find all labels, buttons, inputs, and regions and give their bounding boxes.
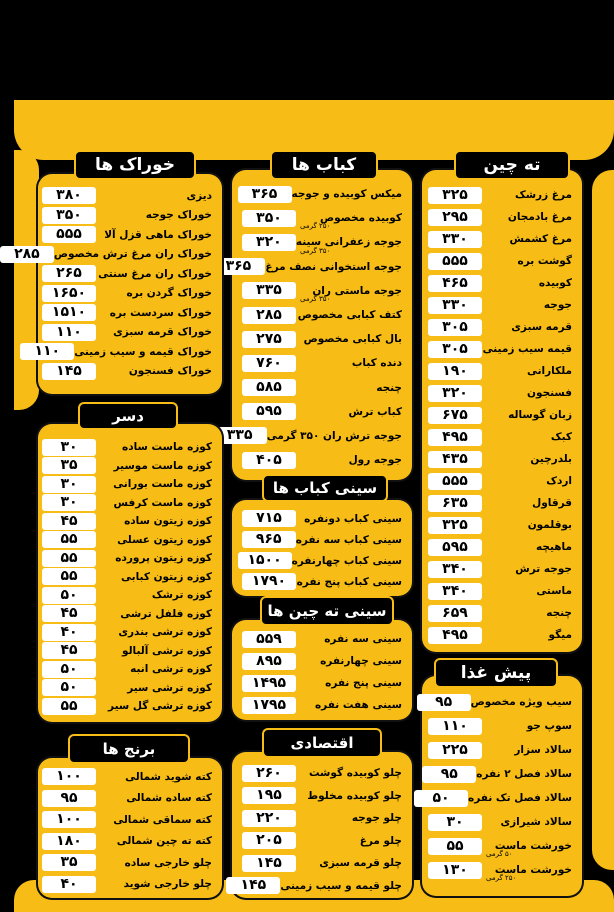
menu-item-name: کته ساده شمالی	[126, 792, 212, 805]
menu-item-price: ۲۹۵	[428, 209, 482, 226]
menu-item	[242, 830, 408, 853]
menu-item	[42, 831, 218, 853]
menu-item-price: ۱۵۱۰	[42, 304, 96, 321]
menu-item-price: ۳۵۰	[42, 207, 96, 224]
sini-kabab-list	[242, 508, 408, 592]
menu-item	[242, 303, 408, 327]
menu-item	[428, 762, 578, 786]
menu-item-name: جوجه ترش	[515, 563, 572, 575]
menu-item-name: سینی کباب سه نفره	[295, 533, 402, 546]
menu-item-name: چلو جوجه	[351, 812, 402, 825]
menu-item-name: چلو کوبیده گوشت	[308, 767, 402, 780]
berenj-list	[42, 766, 218, 895]
menu-item-price: ۷۱۵	[242, 510, 296, 527]
menu-item-name: سوپ جو	[526, 720, 572, 732]
menu-item-name: ملکارانی	[526, 365, 572, 377]
menu-item-price: ۲۸۵	[242, 307, 296, 324]
menu-item-name: بوقلمون	[527, 519, 572, 531]
menu-item-weight-note: ۲۵۰ گرمی	[300, 222, 331, 231]
menu-item-price: ۴۵	[42, 642, 96, 659]
menu-item-price: ۱۱۰	[20, 343, 74, 360]
menu-item-name: جوجه زعفرانی سینه	[295, 236, 402, 249]
menu-item-name: سالاد فصل تک نفره	[468, 792, 572, 804]
menu-item-price: ۵۵۵	[428, 473, 482, 490]
menu-item	[428, 738, 578, 762]
kabab-list	[225, 182, 408, 472]
menu-item	[428, 558, 578, 580]
menu-item-price: ۹۵	[42, 790, 96, 807]
menu-item-price: ۳۵	[42, 854, 96, 871]
sini-tachin-panel	[232, 620, 412, 720]
menu-item	[242, 351, 408, 375]
menu-item-price: ۱۹۵	[242, 787, 296, 804]
menu-item-price: ۵۰	[414, 790, 468, 807]
menu-item-price: ۴۰	[42, 624, 96, 641]
menu-item-price: ۵۵۵	[428, 253, 482, 270]
menu-item-name: کوبیده مخصوص	[320, 212, 402, 225]
menu-item-price: ۳۸۰	[42, 187, 96, 204]
menu-item	[428, 382, 578, 404]
menu-item-name: جوجه رول	[348, 454, 402, 467]
menu-item-name: کباب ترش	[348, 405, 402, 418]
menu-item-price: ۱۵۰۰	[238, 552, 292, 569]
menu-item-name: چنجه	[546, 607, 572, 619]
menu-item-price: ۱۰۰	[42, 768, 96, 785]
menu-item	[428, 338, 578, 360]
menu-item-price: ۶۳۵	[428, 495, 482, 512]
menu-item-price: ۲۶۰	[242, 765, 296, 782]
deser-panel	[38, 424, 222, 722]
menu-item-price: ۲۲۰	[242, 810, 296, 827]
menu-item-price: ۹۵	[417, 694, 471, 711]
sini-kabab-panel	[232, 500, 412, 596]
menu-item-price: ۳۳۰	[428, 297, 482, 314]
menu-item-name: کوزه فلفل ترشی	[120, 607, 212, 620]
menu-item-name: اردک	[546, 475, 572, 487]
menu-item-price: ۳۶۵	[211, 258, 265, 275]
menu-item-price: ۵۵	[42, 550, 96, 567]
menu-item	[42, 623, 218, 642]
menu-item-price: ۹۶۵	[242, 531, 296, 548]
menu-item	[242, 182, 408, 206]
menu-item-name: کوزه ترشی سیر	[127, 681, 212, 694]
menu-item	[428, 316, 578, 338]
menu-item	[428, 250, 578, 272]
menu-item-name: کوزه ترشک	[151, 589, 212, 602]
tachin-header: ته چین	[454, 150, 570, 180]
menu-item	[242, 628, 408, 650]
menu-item	[34, 342, 218, 362]
sini-tachin-header: سینی ته چین ها	[260, 596, 394, 626]
background-splash-left	[14, 150, 39, 410]
menu-item-name: کته شوید شمالی	[125, 770, 212, 783]
menu-item	[242, 694, 408, 716]
menu-item-name: خوراک قیمه و سیب زمینی	[74, 345, 212, 358]
menu-item-name: گوشت بره	[517, 255, 572, 267]
menu-item-price: ۵۵	[428, 838, 482, 855]
deser-list	[42, 438, 218, 716]
menu-item-price: ۳۳۰	[428, 231, 482, 248]
menu-item	[428, 514, 578, 536]
menu-item	[242, 875, 408, 898]
menu-item	[242, 230, 408, 254]
menu-item-weight-note: ۲۵۰ گرمی	[486, 874, 517, 882]
khorak-list	[14, 186, 218, 381]
menu-item	[42, 186, 218, 206]
menu-item-price: ۱۷۹۵	[242, 697, 296, 714]
menu-item-price: ۵۵	[42, 531, 96, 548]
menu-item-name: خوراک ران مرغ ترش مخصوص	[53, 248, 212, 261]
menu-item-price: ۲۸۵	[0, 246, 54, 263]
background-splash-right	[592, 170, 614, 870]
pish-ghaza-list	[428, 690, 578, 882]
menu-item	[428, 228, 578, 250]
kabab-panel	[225, 170, 412, 480]
menu-item	[42, 679, 218, 698]
menu-item	[42, 852, 218, 874]
menu-item	[42, 642, 218, 661]
menu-item	[42, 264, 218, 284]
menu-item-price: ۴۹۵	[428, 627, 482, 644]
menu-item	[242, 785, 408, 808]
menu-item-price: ۹۵	[422, 766, 476, 783]
menu-item	[226, 424, 408, 448]
menu-item	[42, 457, 218, 476]
sini-kabab-header: سینی کباب ها	[262, 474, 388, 502]
menu-item-name: چلو کوبیده مخلوط	[307, 789, 402, 802]
menu-item	[242, 571, 408, 592]
tachin-panel	[422, 170, 582, 652]
menu-item	[242, 279, 408, 303]
menu-item	[428, 470, 578, 492]
menu-item	[428, 426, 578, 448]
menu-item-price: ۳۳۵	[213, 427, 267, 444]
menu-item	[428, 624, 578, 646]
menu-item-price: ۳۰	[42, 439, 96, 456]
menu-item-weight-note: ۵۰ گرمی	[486, 850, 513, 858]
menu-item-price: ۱۰۰	[42, 811, 96, 828]
menu-item-name: قرقاول	[532, 497, 572, 509]
menu-item	[428, 448, 578, 470]
eghtesadi-header: اقتصادی	[262, 728, 382, 758]
menu-item-name: زبان گوساله	[508, 409, 572, 421]
menu-item-name: مرغ کشمش	[509, 233, 572, 245]
menu-item-name: کوزه زیتون پرورده	[115, 552, 212, 565]
menu-item-name: دیزی	[186, 189, 212, 202]
menu-item-name: کوزه ترشی گل سیر	[108, 700, 212, 713]
menu-item-price: ۱۸۰	[42, 833, 96, 850]
menu-item	[42, 323, 218, 343]
berenj-panel	[38, 758, 222, 898]
menu-item-price: ۵۸۵	[242, 379, 296, 396]
menu-item-price: ۶۷۵	[428, 407, 482, 424]
menu-item	[42, 206, 218, 226]
menu-item-name: جوجه ماستی ران	[312, 284, 402, 297]
menu-item-price: ۴۶۵	[428, 275, 482, 292]
menu-item-name: کوزه ماست موسیر	[113, 459, 212, 472]
menu-item-name: چلو خارجی ساده	[124, 856, 212, 869]
menu-item-name: کوزه زیتون ساده	[124, 515, 212, 528]
menu-item-name: کته سماقی شمالی	[113, 813, 212, 826]
menu-item-name: کوزه ماست ساده	[122, 441, 212, 454]
menu-item-name: چلو خارجی شوید	[123, 878, 212, 891]
menu-item-name: ماستی	[536, 585, 572, 597]
menu-item	[242, 448, 408, 472]
menu-item	[428, 810, 578, 834]
menu-item	[242, 852, 408, 875]
menu-item	[428, 536, 578, 558]
menu-item-price: ۱۱۰	[428, 718, 482, 735]
menu-item-name: جوجه ترش ران ۳۵۰ گرمی	[266, 429, 402, 442]
menu-item-name: کوزه ترشی آلبالو	[122, 644, 212, 657]
menu-item	[242, 529, 408, 550]
menu-item-price: ۱۳۰	[428, 862, 482, 879]
menu-item	[42, 809, 218, 831]
menu-item-price: ۱۴۵	[242, 855, 296, 872]
menu-item-name: سیب ویژه مخصوص	[470, 696, 572, 708]
menu-item-name: خوراک جوجه	[145, 209, 212, 222]
menu-item-price: ۳۴۰	[428, 583, 482, 600]
menu-item	[428, 786, 578, 810]
menu-item-price: ۳۲۰	[428, 385, 482, 402]
menu-item-name: کوزه ترشی بندری	[118, 626, 212, 639]
menu-item-name: خورشت ماست	[494, 864, 572, 876]
menu-item-price: ۵۵	[42, 698, 96, 715]
menu-item-price: ۲۷۵	[242, 331, 296, 348]
menu-item	[428, 404, 578, 426]
menu-item-name: سینی کباب دونفره	[304, 512, 402, 525]
menu-item	[428, 294, 578, 316]
menu-item-name: کته ته چین شمالی	[116, 835, 212, 848]
menu-item-name: دنده کباب	[351, 357, 402, 370]
menu-item	[42, 303, 218, 323]
menu-item	[242, 376, 408, 400]
menu-item-price: ۳۰۵	[428, 341, 482, 358]
menu-item-name: خوراک گردن بره	[126, 287, 212, 300]
menu-item-name: خوراک قرمه سبزی	[113, 326, 212, 339]
menu-item-name: سینی کباب چهارنفره	[291, 554, 402, 567]
menu-item	[242, 762, 408, 785]
khorak-panel	[14, 174, 222, 394]
menu-item-price: ۳۵۰	[242, 210, 296, 227]
menu-item	[242, 508, 408, 529]
menu-item-name: چنجه	[376, 381, 402, 394]
menu-item	[428, 858, 578, 882]
menu-item-name: کوزه زیتون کبابی	[121, 570, 212, 583]
eghtesadi-list	[242, 762, 408, 897]
menu-item-name: کوبیده	[538, 277, 572, 289]
pish-ghaza-header: پیش غذا	[434, 658, 558, 688]
menu-item-price: ۵۵	[42, 568, 96, 585]
menu-item-weight-note: ۳۵۰ گرمی	[300, 246, 331, 255]
menu-item-price: ۴۵	[42, 513, 96, 530]
menu-item-price: ۳۰۵	[428, 319, 482, 336]
menu-item	[42, 766, 218, 788]
menu-item-price: ۳۰	[428, 814, 482, 831]
menu-item-name: سینی پنج نفره	[325, 677, 402, 689]
menu-item-name: قیمه سیب زمینی	[482, 343, 572, 355]
menu-item-name: کوزه زیتون عسلی	[117, 533, 212, 546]
menu-item-name: مرغ بادمجان	[507, 211, 572, 223]
menu-item-name: ماهیچه	[536, 541, 572, 553]
kabab-header: کباب ها	[270, 150, 378, 180]
menu-item	[428, 206, 578, 228]
menu-item-price: ۳۲۵	[428, 517, 482, 534]
menu-item-price: ۱۱۰	[42, 324, 96, 341]
menu-item-name: کوزه ماست کرفس	[113, 496, 212, 509]
menu-item-price: ۴۹۵	[428, 429, 482, 446]
menu-item-name: سینی سه نفره	[324, 633, 402, 645]
menu-item	[242, 400, 408, 424]
menu-item	[428, 492, 578, 514]
menu-item-name: کبک	[550, 431, 572, 443]
menu-item-price: ۱۷۹۰	[242, 573, 296, 590]
menu-item	[42, 225, 218, 245]
menu-item-price: ۱۴۵	[226, 877, 280, 894]
menu-item-name: خوراک فسنجون	[128, 365, 212, 378]
tachin-list	[428, 184, 578, 646]
menu-item-price: ۵۰	[42, 679, 96, 696]
menu-item	[242, 650, 408, 672]
menu-item-name: کوزه ماست بورانی	[113, 478, 212, 491]
menu-item-name: چلو قیمه و سیب زمینی	[280, 879, 402, 892]
menu-item-name: فسنجون	[527, 387, 572, 399]
menu-item	[42, 549, 218, 568]
menu-item-price: ۱۴۹۵	[242, 675, 296, 692]
menu-item	[242, 327, 408, 351]
menu-item-price: ۵۵۹	[242, 631, 296, 648]
menu-item-price: ۳۰	[42, 476, 96, 493]
menu-item-price: ۴۳۵	[428, 451, 482, 468]
menu-item	[242, 807, 408, 830]
menu-item-price: ۵۹۵	[242, 403, 296, 420]
menu-item-price: ۳۲۰	[242, 234, 296, 251]
menu-item	[42, 586, 218, 605]
menu-item-name: جوجه	[543, 299, 572, 311]
menu-item-price: ۸۹۵	[242, 653, 296, 670]
menu-item	[42, 475, 218, 494]
menu-item	[42, 494, 218, 513]
menu-item-name: بال کبابی مخصوص	[303, 333, 402, 346]
menu-item	[428, 602, 578, 624]
menu-item-name: کوزه ترشی انبه	[130, 663, 212, 676]
menu-item-name: سینی کباب پنج نفره	[296, 575, 402, 588]
sini-tachin-list	[242, 628, 408, 716]
menu-item-price: ۷۶۰	[242, 355, 296, 372]
menu-item-name: مرغ زرشک	[514, 189, 572, 201]
menu-item-name: سالاد فصل ۲ نفره	[476, 768, 572, 780]
menu-item	[42, 362, 218, 382]
menu-item-name: سینی هفت نفره	[314, 699, 402, 711]
menu-item-name: سالاد شیرازی	[500, 816, 572, 828]
menu-item	[428, 360, 578, 382]
menu-item-name: میگو	[548, 629, 572, 641]
menu-item-price: ۵۹۵	[428, 539, 482, 556]
menu-item-name: سینی چهارنفره	[320, 655, 402, 667]
menu-item-name: کتف کبابی مخصوص	[297, 309, 402, 322]
deser-header: دسر	[78, 402, 178, 430]
menu-item-price: ۳۴۰	[428, 561, 482, 578]
menu-item	[428, 714, 578, 738]
menu-item-price: ۴۰	[42, 876, 96, 893]
menu-item-price: ۲۲۵	[428, 742, 482, 759]
menu-item-price: ۳۵	[42, 457, 96, 474]
menu-item	[428, 184, 578, 206]
menu-item-name: قرمه سبزی	[511, 321, 572, 333]
menu-item	[428, 272, 578, 294]
menu-item-name: خوراک ران مرغ سنتی	[98, 267, 212, 280]
menu-item-price: ۱۴۵	[42, 363, 96, 380]
menu-item-price: ۳۶۵	[238, 186, 292, 203]
eghtesadi-panel	[232, 752, 412, 898]
menu-item	[42, 438, 218, 457]
menu-item-price: ۵۰	[42, 661, 96, 678]
menu-item	[42, 568, 218, 587]
menu-item-price: ۱۹۰	[428, 363, 482, 380]
berenj-header: برنج ها	[68, 734, 190, 764]
menu-item	[428, 580, 578, 602]
menu-item-price: ۳۳۵	[242, 282, 296, 299]
menu-item	[42, 512, 218, 531]
menu-item-weight-note: ۳۵۰ گرمی	[300, 294, 331, 303]
menu-item-price: ۳۰	[42, 494, 96, 511]
menu-item	[42, 874, 218, 896]
menu-item-name: بلدرچین	[530, 453, 572, 465]
menu-item	[225, 255, 408, 279]
menu-item-name: چلو قرمه سبزی	[319, 857, 402, 870]
menu-item-name: چلو مرغ	[359, 834, 402, 847]
menu-item	[42, 697, 218, 716]
menu-item	[42, 284, 218, 304]
menu-item	[242, 672, 408, 694]
menu-item-price: ۱۶۵۰	[42, 285, 96, 302]
menu-item	[42, 605, 218, 624]
menu-item-name: جوجه استخوانی نصف مرغ	[265, 260, 402, 273]
menu-item-name: خوراک سردست بره	[109, 306, 212, 319]
pish-ghaza-panel	[422, 676, 582, 896]
menu-item-price: ۲۰۵	[242, 832, 296, 849]
menu-item-price: ۶۵۹	[428, 605, 482, 622]
menu-item-price: ۵۰	[42, 587, 96, 604]
menu-item	[42, 531, 218, 550]
menu-item-name: سالاد سزار	[514, 744, 572, 756]
menu-item	[14, 245, 218, 265]
menu-item	[42, 660, 218, 679]
menu-item	[428, 690, 578, 714]
menu-item-price: ۳۲۵	[428, 187, 482, 204]
menu-item	[42, 788, 218, 810]
menu-item-price: ۴۰۵	[242, 452, 296, 469]
menu-item-price: ۵۵۵	[42, 226, 96, 243]
khorak-header: خوراک ها	[74, 150, 196, 180]
menu-item-name: خوراک ماهی قزل آلا	[104, 228, 212, 241]
menu-item-price: ۲۶۵	[42, 265, 96, 282]
menu-item-price: ۴۵	[42, 605, 96, 622]
menu-item	[242, 550, 408, 571]
menu-item-name: میکس کوبیده و جوجه	[291, 188, 402, 201]
menu-item	[242, 206, 408, 230]
menu-item	[428, 834, 578, 858]
menu-item-name: خورشت ماست	[494, 840, 572, 852]
